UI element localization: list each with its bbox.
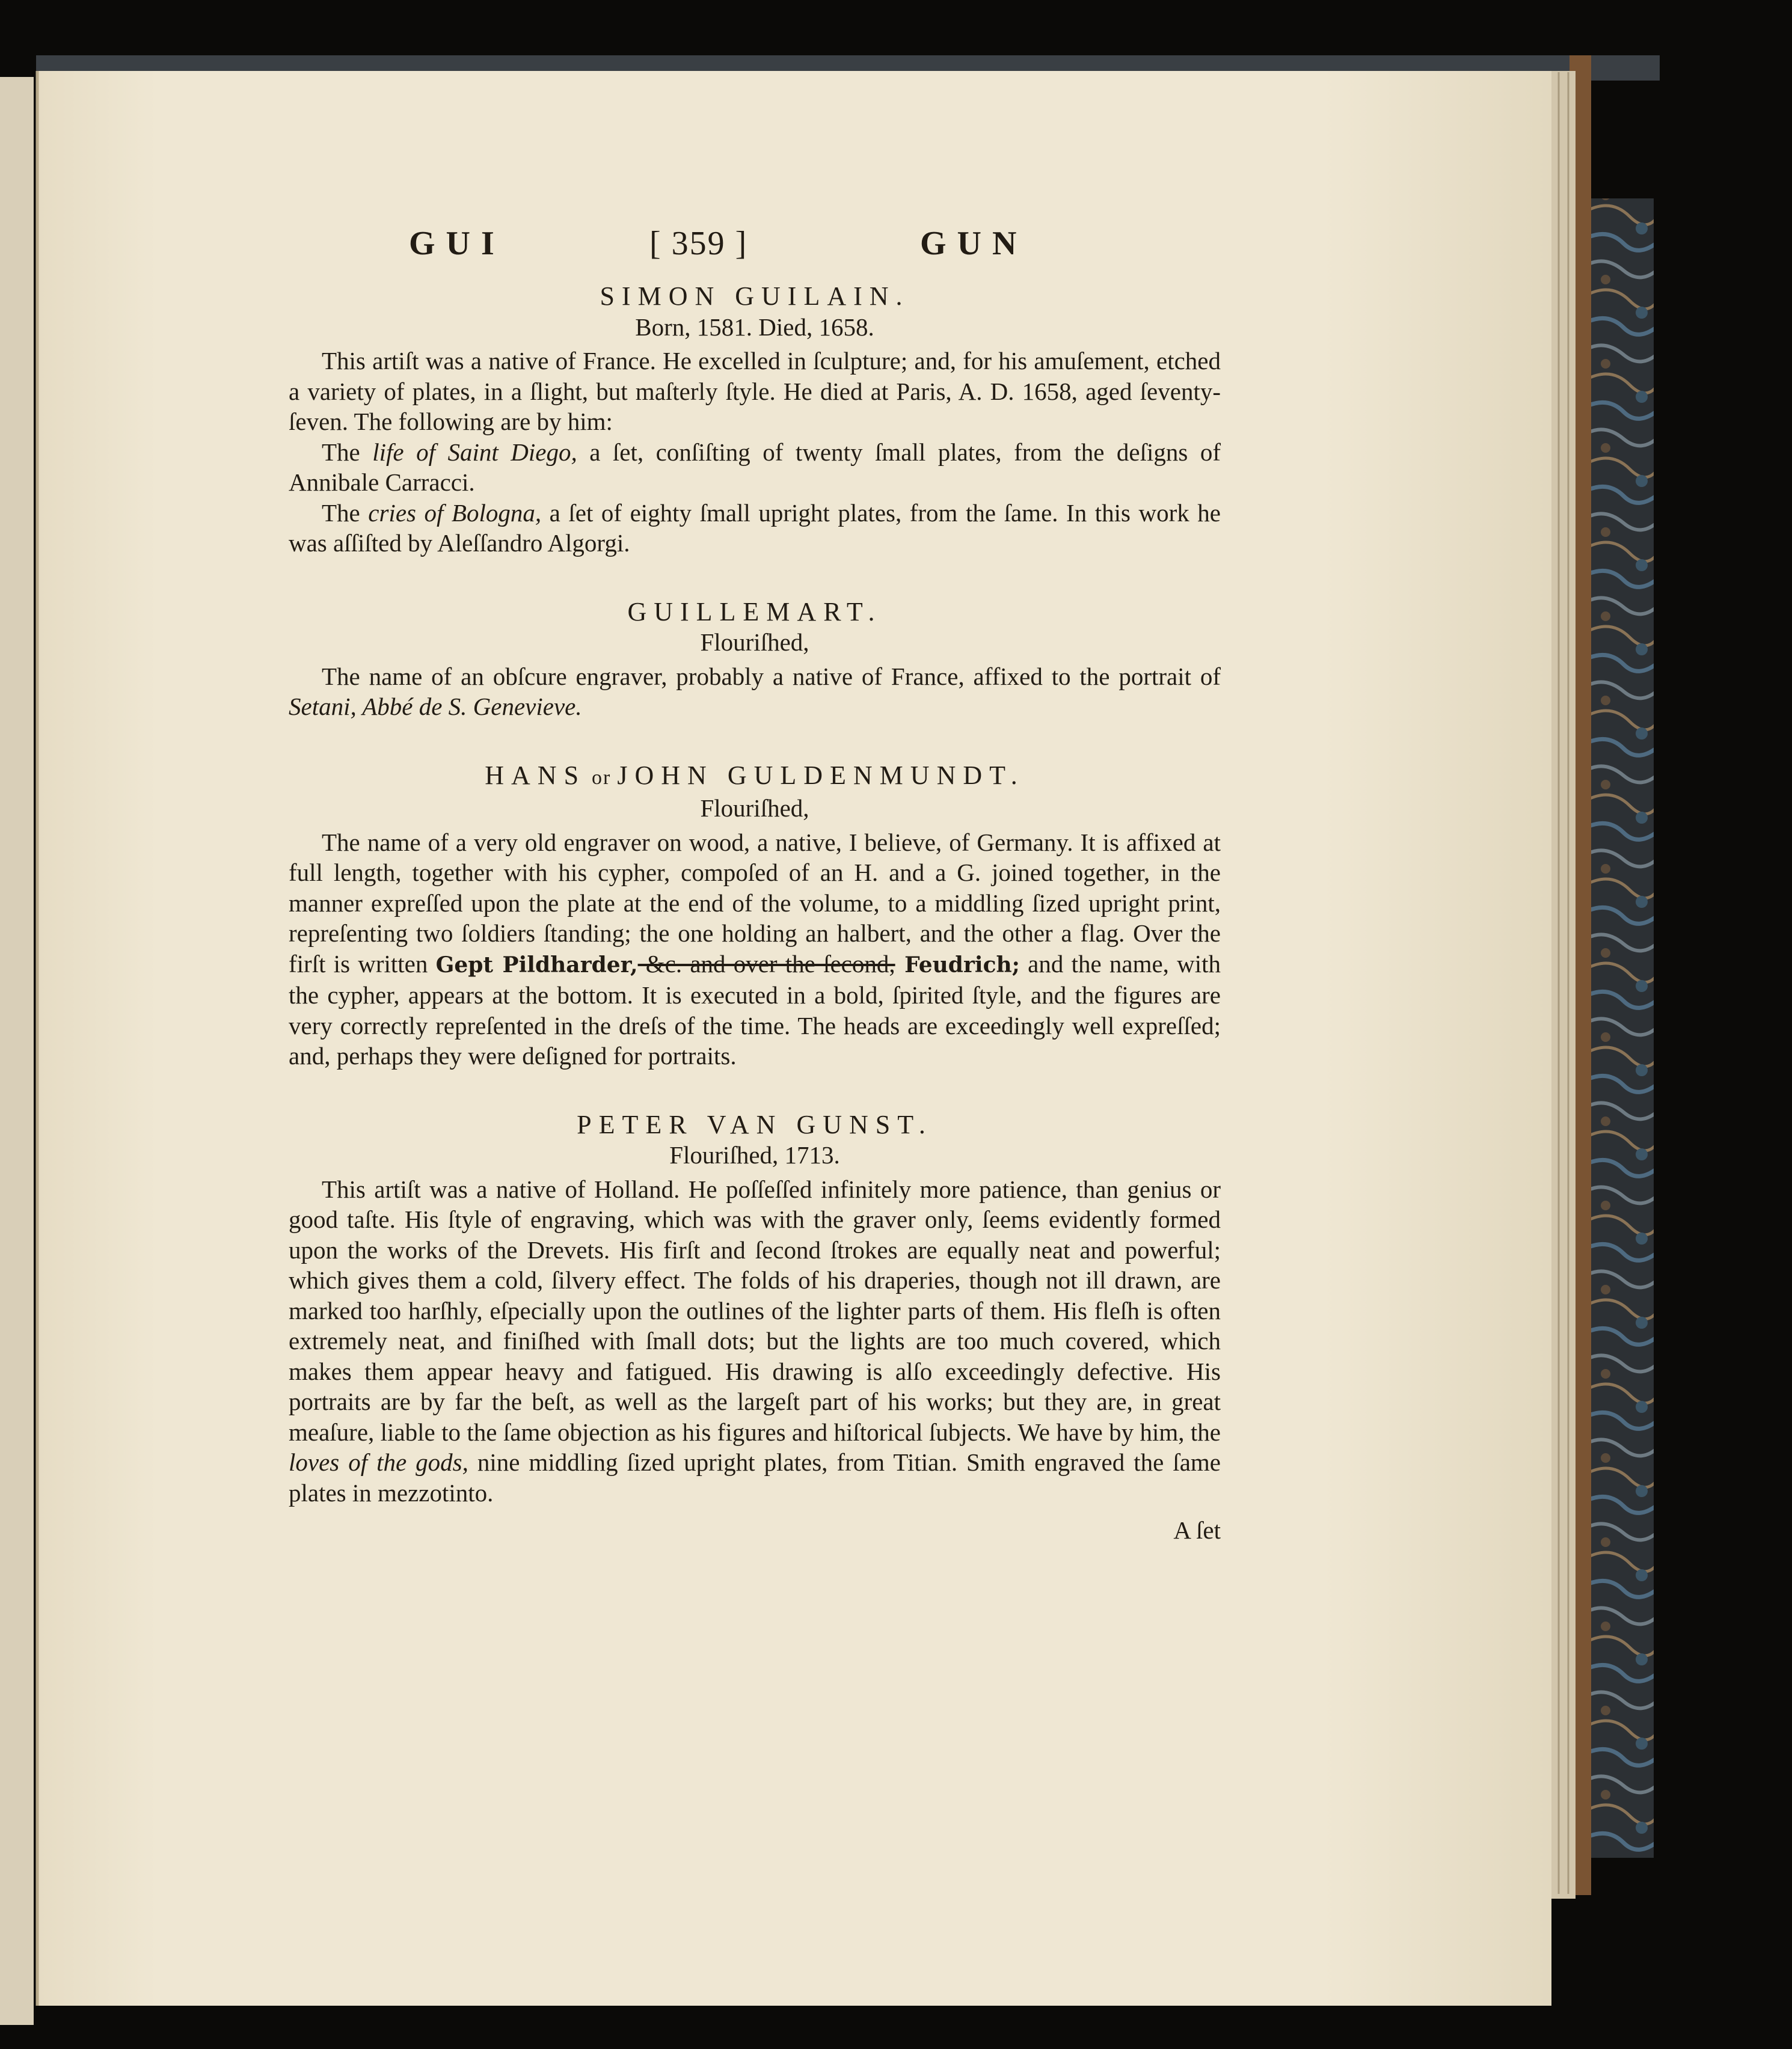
- entry-dates: Flouriſhed,: [700, 794, 809, 822]
- entry-title: SIMON GUILAIN.: [600, 281, 910, 311]
- blackletter-inscription: Feudrich;: [895, 952, 1020, 978]
- paragraph: The cries of Bologna, a ſet of eighty ſmall upright plates, from the ſame. In this work he was aſſiſted by Aleſſandro Algorgi.: [289, 498, 1221, 557]
- paragraph: This artiſt was a native of Holland. He poſſeſſed infinitely more patience, than genius or good taſte. His ſtyle of engraving, which was with the graver only, ſeems evidently formed upon the works of the Drevets. His firſt and ſecond ſtrokes are equally neat and powerful; which gives them a cold, ſilvery effect. The folds of his draperies, though not ill drawn, are marked too harſhly, eſpecially upon the outlines of the lighter parts of them. His fleſh is often extremely neat, and finiſhed with ſmall dots; but the lights are too much covered, which makes them appear heavy and fatigued. His drawing is alſo exceedingly defective. His portraits are by far the beſt, as well as the largeſt part of his works; but they are, in great meaſure, liable to the ſame objection as his figures and hiſtorical ſubjects. We have by him, the loves of the gods, nine middling ſized upright plates, from Titian. Smith engraved the ſame plates in mezzotinto.: [289, 1175, 1221, 1507]
- left-page: [0, 77, 34, 2025]
- page-number: [ 359 ]: [649, 225, 748, 262]
- entry-guldenmundt: [289, 761, 1221, 1071]
- running-head: [289, 216, 1221, 271]
- paragraph: The life of Saint Diego, a ſet, conſiſting of twenty ſmall plates, from the deſigns of Annibale Carracci.: [289, 438, 1221, 496]
- catchword: A ſet: [1173, 1516, 1221, 1544]
- entry-title: PETER VAN GUNST.: [577, 1109, 933, 1139]
- blackletter-inscription: Gept Pildharder,: [435, 952, 638, 978]
- entry-guilain: [289, 281, 1221, 559]
- entry-gunst: [289, 1110, 1221, 1508]
- entry-title: HANS or JOHN GULDENMUNDT.: [485, 760, 1025, 790]
- running-head-left: GUI: [409, 225, 505, 262]
- entry-dates: Flouriſhed, 1713.: [669, 1141, 840, 1169]
- entry-dates: Flouriſhed,: [700, 628, 809, 656]
- paragraph: The name of an obſcure engraver, probably a native of France, affixed to the portrait of Setani, Abbé de S. Genevieve.: [289, 662, 1221, 720]
- entry-dates: Born, 1581. Died, 1658.: [635, 313, 874, 341]
- running-head-right: GUN: [920, 225, 1028, 262]
- paragraph: This artiſt was a native of France. He excelled in ſculpture; and, for his amuſement, etched a variety of plates, in a ſlight, but maſterly ſtyle. He died at Paris, A. D. 1658, aged ſeventy-ſeven. The following are by him:: [289, 347, 1221, 435]
- page-text: [289, 216, 1221, 1546]
- entry-guillemart: [289, 597, 1221, 722]
- entry-title: GUILLEMART.: [627, 596, 882, 626]
- paragraph: The name of a very old engraver on wood, a native, I believe, of Germany. It is affixed at full length, together with his cypher, compoſed of an H. and a G. joined together, in the manner expreſſed upon the plate at the end of the volume, to a middling ſized upright print, repreſenting two ſoldiers ſtanding; the one holding an halbert, and the other a flag. Over the firſt is written Gept Pildharder, &c. and over the ſecond, Feudrich; and the name, with the cypher, appears at the bottom. It is executed in a bold, ſpirited ſtyle, and the figures are very correctly repreſented in the dreſs of the time. The heads are exceedingly well expreſſed; and, perhaps they were deſigned for portraits.: [289, 828, 1221, 1070]
- marbled-cover: [1588, 198, 1654, 1858]
